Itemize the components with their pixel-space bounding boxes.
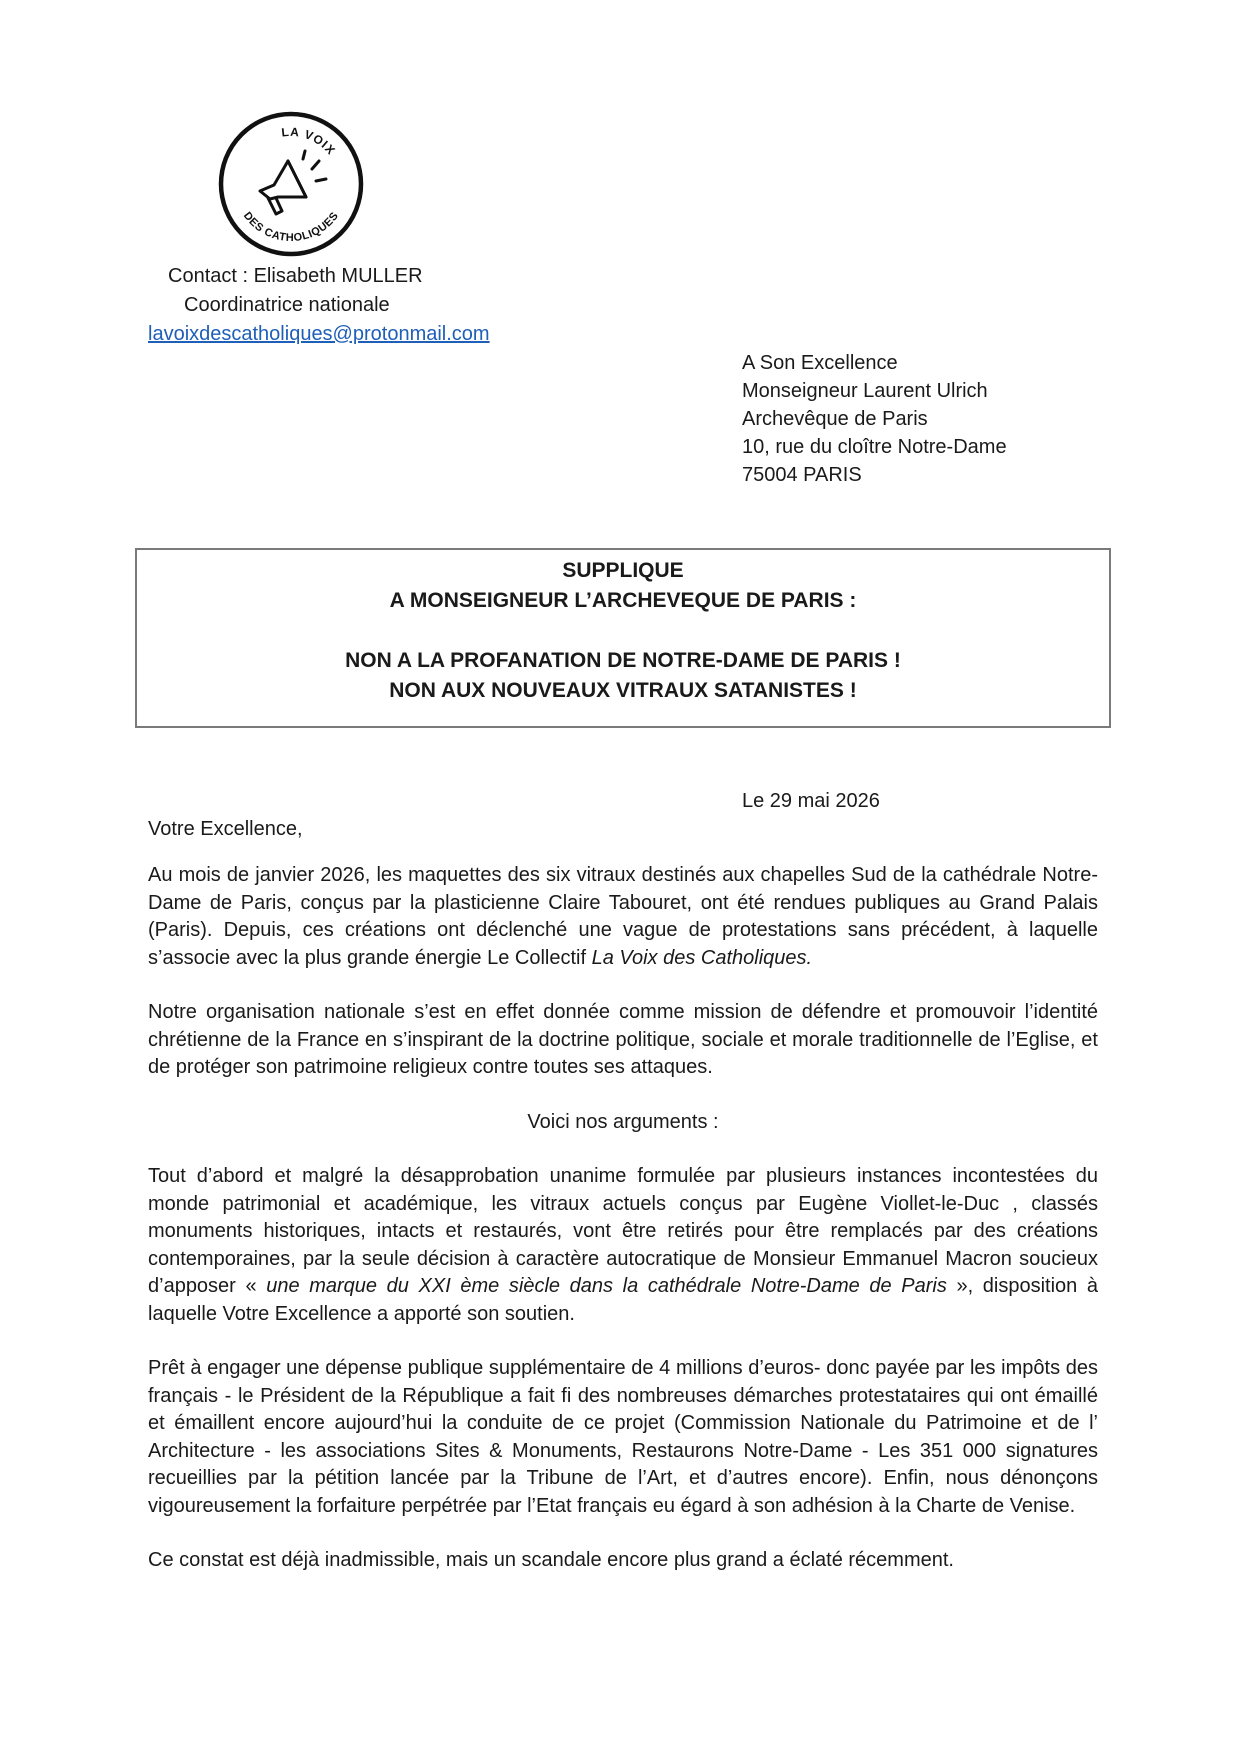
organization-logo (218, 111, 364, 257)
subject-slogan: NON AUX NOUVEAUX VITRAUX SATANISTES ! (389, 679, 857, 702)
arguments-heading: Voici nos arguments : (527, 1110, 719, 1133)
paragraph: Prêt à engager une dépense publique supplémentaire de 4 millions d’euros- donc payée par les impôts des français - le Président de la République a fait fi des nombreuses démarches protestataires qui ont émaillé et émaillent encore aujourd’hui la conduite de ce projet (Commission Nationale du Patrimoine et de l’ Architecture - les associations Sites & Monuments, Restaurons Notre-Dame - Les 351 000 signatures recueillies par la pétition lancée par la Tribune de l’Art, et d’autres encore). Enfin, nous dénonçons vigoureusement la forfaiture perpétrée par l’Etat français eu égard à son adhésion à la Charte de Venise. (148, 1357, 1098, 1517)
contact-name: Contact : Elisabeth MULLER (168, 265, 423, 287)
quote: une marque du XXI ème siècle dans la cathédrale Notre-Dame de Paris (266, 1275, 947, 1297)
salutation: Votre Excellence, (148, 818, 303, 840)
contact-email-link[interactable]: lavoixdescatholiques@protonmail.com (148, 323, 490, 345)
logo-bottom-text: DES CATHOLIQUES (240, 209, 342, 245)
collective-name: La Voix des Catholiques. (591, 946, 813, 969)
letter-body (148, 862, 1098, 1588)
address-line: 75004 PARIS (742, 464, 862, 486)
recipient-address (742, 349, 1007, 489)
contact-role: Coordinatrice nationale (184, 294, 390, 316)
subject-title: SUPPLIQUE (562, 559, 684, 582)
paragraph: Ce constat est déjà inadmissible, mais un scandale encore plus grand a éclaté récemment. (148, 1549, 954, 1571)
subject-slogan: NON A LA PROFANATION DE NOTRE-DAME DE PARIS ! (345, 649, 901, 672)
paragraph: Tout d’abord et malgré la désapprobation unanime formulée par plusieurs instances incontestées du monde patrimonial et académique, les vitraux actuels conçus par Eugène Viollet-le-Duc , classés monuments historiques, intacts et restaurés, vont être retirés pour être remplacés par des créations contemporaines, par la seule décision à caractère autocratique de Monsieur Emmanuel Macron soucieux d’apposer « une marque du XXI ème siècle dans la cathédrale Notre-Dame de Paris », disposition à laquelle Votre Excellence a apporté son soutien. (148, 1165, 1098, 1325)
subject-subtitle: A MONSEIGNEUR L’ARCHEVEQUE DE PARIS : (389, 589, 857, 612)
address-line: 10, rue du cloître Notre-Dame (742, 436, 1007, 458)
address-line: Monseigneur Laurent Ulrich (742, 380, 988, 402)
paragraph: Au mois de janvier 2026, les maquettes des six vitraux destinés aux chapelles Sud de la cathédrale Notre-Dame de Paris, conçus par la plasticienne Claire Tabouret, ont été rendues publiques au Grand Palais (Paris). Depuis, ces créations ont déclenché une vague de protestations sans précédent, à laquelle s’associe avec la plus grande énergie Le Collectif La Voix des Catholiques. (148, 864, 1098, 969)
letter-date: Le 29 mai 2026 (742, 790, 880, 812)
address-line: A Son Excellence (742, 352, 898, 374)
logo-top-text: LA VOIX (280, 124, 339, 158)
paragraph: Notre organisation nationale s’est en effet donnée comme mission de défendre et promouvoir l’identité chrétienne de la France en s’inspirant de la doctrine politique, sociale et morale traditionnelle de l’Eglise, et de protéger son patrimoine religieux contre toutes ses attaques. (148, 1001, 1098, 1078)
subject-box (135, 548, 1111, 728)
contact-block (130, 262, 530, 349)
address-line: Archevêque de Paris (742, 408, 928, 430)
